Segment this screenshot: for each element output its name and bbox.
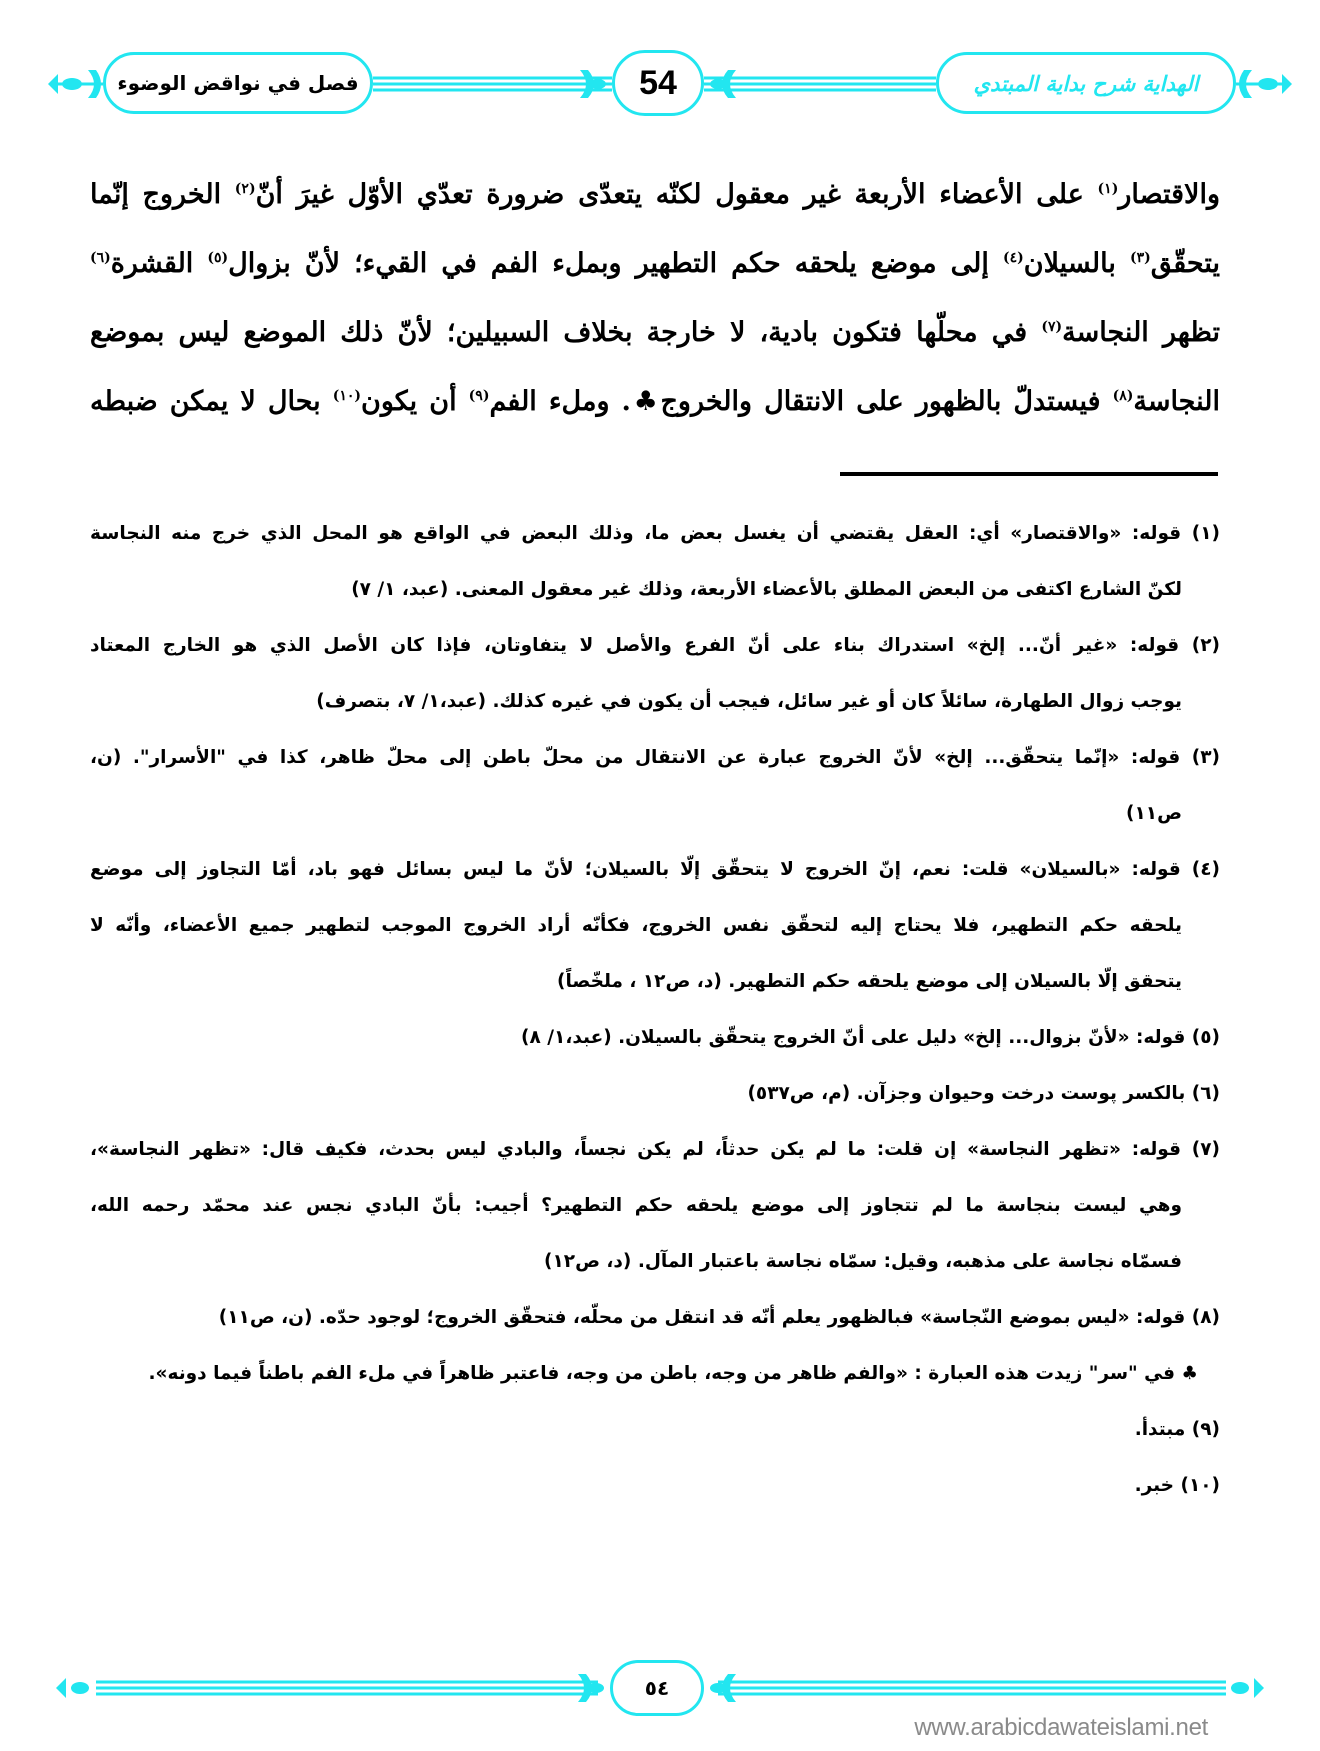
- footer-page-number-cartouche: [610, 1660, 704, 1716]
- footnote-text: يلحقه حكم التطهير، فلا يحتاج إليه لتحقّق نفس الخروج، فكأنّه أراد الخروج الموجب لتطهير جميع الأعضاء، وأنّه لا: [90, 915, 1182, 936]
- footnote-line: [90, 1402, 1220, 1458]
- main-text-segment: إلى موضع يلحقه حكم التطهير وبملء الفم في القيء؛ لأنّ بزوال: [228, 248, 1003, 279]
- footnote-text: يتحقق إلّا بالسيلان إلى موضع يلحقه حكم التطهير. (د، ص١٢ ، ملخّصاً): [556, 971, 1182, 992]
- footnote-line: [90, 1178, 1220, 1234]
- footnote-text: استدراك بناء على أنّ الفرع والأصل لا يتفاوتان، فإذا كان الأصل الذي هو الخارج المعتاد: [90, 635, 955, 656]
- footnote-line: [90, 674, 1220, 730]
- main-text-segment: فيستدلّ بالظهور على الانتقال والخروج♣. وملء الفم: [489, 386, 1113, 417]
- footer-page-number: ٥٤: [644, 1676, 670, 1700]
- footnote-line: [90, 618, 1220, 674]
- footnote-reference[interactable]: (٦): [90, 250, 111, 266]
- main-text-segment: النجاسة: [1133, 386, 1220, 417]
- footnote-number: (٤): [1191, 859, 1220, 880]
- main-text: [90, 160, 1220, 436]
- footnote-reference[interactable]: (١٠): [332, 388, 361, 404]
- footnote-reference[interactable]: (٧): [1041, 319, 1063, 335]
- footnote-line: [90, 898, 1220, 954]
- page-number: 54: [639, 63, 677, 102]
- page-number-cartouche: [612, 50, 704, 116]
- footnote-text: قلت: نعم، إنّ الخروج لا يتحقّق إلّا بالسيلان؛ لأنّ ما ليس بسائل فهو باد، أمّا التجاوز إلى موضع: [90, 859, 1009, 880]
- footnote-reference[interactable]: (٥): [207, 250, 229, 266]
- footnote-keyword: قوله: «غير أنّ... إلخ»: [966, 635, 1180, 656]
- book-title-cartouche: [936, 52, 1236, 114]
- main-text-segment: بحال لا يمكن ضبطه: [90, 386, 333, 417]
- chapter-title: فصل في نواقض الوضوء: [117, 71, 359, 95]
- footnote-keyword: قوله: «بالسيلان»: [1019, 859, 1181, 880]
- footnote-line: [90, 562, 1220, 618]
- footnote-text: في "سر" زيدت هذه العبارة : «والفم ظاهر من وجه، باطن من وجه، فاعتبر ظاهراً في ملء الفم باطناً فيما دونه».: [148, 1363, 1175, 1384]
- footnote-line: [90, 730, 1220, 786]
- footnote-reference[interactable]: (١): [1097, 181, 1119, 197]
- page-header: [0, 0, 1320, 140]
- footnote-text: فبالظهور يعلم أنّه قد انتقل من محلّه، فتحقّق الخروج؛ لوجود حدّه. (ن، ص١١): [218, 1307, 914, 1328]
- footnote-text: أي: العقل يقتضي أن يغسل بعض ما، وذلك البعض في الواقع هو المحل الذي خرج منه النجاسة: [90, 523, 1000, 544]
- main-text-segment: والاقتصار: [1118, 179, 1220, 210]
- footnotes: [90, 506, 1220, 1514]
- main-text-segment: القشرة: [110, 248, 208, 279]
- footnote-line: [90, 842, 1220, 898]
- footnote-keyword: قوله: «تظهر النجاسة»: [967, 1139, 1181, 1160]
- main-text-line: [90, 160, 1220, 229]
- footnote-text: فسمّاه نجاسة على مذهبه، وقيل: سمّاه نجاسة باعتبار المآل. (د، ص١٢): [544, 1251, 1182, 1272]
- main-text-segment: أن يكون: [361, 386, 469, 417]
- footnote-separator: [840, 472, 1218, 476]
- footnote-number: (١): [1191, 523, 1220, 544]
- footnote-number: (٢): [1191, 635, 1220, 656]
- main-text-line: [90, 367, 1220, 436]
- main-text-segment: تظهر النجاسة: [1062, 317, 1220, 348]
- footnote-text: وهي ليست بنجاسة ما لم تتجاوز إلى موضع يلحقه حكم التطهير؟ أجيب: بأنّ البادي نجس عند محمّد رحمه الله،: [90, 1195, 1182, 1216]
- footnote-line: [90, 1346, 1220, 1402]
- website-link[interactable]: www.arabicdawateislami.net: [914, 1714, 1208, 1741]
- footnote-reference[interactable]: (٤): [1002, 250, 1024, 266]
- footnote-line: [90, 1234, 1220, 1290]
- footnote-keyword: قوله: «إنّما يتحقّق... إلخ»: [934, 747, 1181, 768]
- footnote-line: [90, 1010, 1220, 1066]
- footnote-number: (٣): [1191, 747, 1220, 768]
- footnote-text: خبر.: [1134, 1475, 1175, 1496]
- footnote-reference[interactable]: (٣): [1129, 250, 1151, 266]
- footnote-reference[interactable]: (٩): [468, 388, 490, 404]
- chapter-title-cartouche: [103, 52, 373, 114]
- footnote-line: [90, 1290, 1220, 1346]
- footnote-text: لكنّ الشارع اكتفى من البعض المطلق بالأعضاء الأربعة، وذلك غير معقول المعنى. (عبد، ١/ ٧): [351, 579, 1182, 600]
- footnote-text: ص١١): [1126, 803, 1182, 824]
- footnote-keyword: قوله: «ليس بموضع النّجاسة»: [920, 1307, 1186, 1328]
- footnote-number: (٩): [1191, 1419, 1220, 1440]
- main-text-line: [90, 298, 1220, 367]
- footnote-number: (٦): [1191, 1083, 1220, 1104]
- main-text-segment: بالسيلان: [1023, 248, 1130, 279]
- footnote-line: [90, 786, 1220, 842]
- footnote-text: بالكسر پوست درخت وحيوان وجزآن. (م، ص٥٣٧): [747, 1083, 1186, 1104]
- footnote-text: يوجب زوال الطهارة، سائلاً كان أو غير سائل، فيجب أن يكون في غيره كذلك. (عبد،١/ ٧، بتصرف): [316, 691, 1182, 712]
- footnote-line: [90, 1458, 1220, 1514]
- footnote-number: (٨): [1191, 1307, 1220, 1328]
- footnote-line: [90, 1122, 1220, 1178]
- footnote-number: (٧): [1191, 1139, 1220, 1160]
- footnote-keyword: قوله: «لأنّ بزوال... إلخ»: [963, 1027, 1186, 1048]
- footnote-text: دليل على أنّ الخروج يتحقّق بالسيلان. (عبد،١/ ٨): [521, 1027, 957, 1048]
- main-text-line: [90, 229, 1220, 298]
- footnote-line: [90, 954, 1220, 1010]
- footnote-reference[interactable]: (٢): [234, 181, 256, 197]
- footnote-text: لأنّ الخروج عبارة عن الانتقال من محلّ باطن إلى محلّ ظاهر، كذا في "الأسرار". (ن،: [90, 747, 923, 768]
- footnote-reference[interactable]: (٨): [1112, 388, 1134, 404]
- footnote-line: [90, 506, 1220, 562]
- main-text-segment: يتحقّق: [1150, 248, 1220, 279]
- footnote-line: [90, 1066, 1220, 1122]
- footnote-number: (٥): [1191, 1027, 1220, 1048]
- main-text-segment: في محلّها فتكون بادية، لا خارجة بخلاف السبيلين؛ لأنّ ذلك الموضع ليس بموضع: [90, 317, 1042, 348]
- footnote-keyword: قوله: «والاقتصار»: [1010, 523, 1182, 544]
- footnote-text: مبتدأ.: [1134, 1419, 1186, 1440]
- main-text-segment: الخروج إنّما: [90, 179, 235, 210]
- footnote-text: إن قلت: ما لم يكن حدثاً، لم يكن نجساً، والبادي ليس بحدث، فكيف قال: «تظهر النجاسة»،: [90, 1139, 957, 1160]
- main-text-segment: على الأعضاء الأربعة غير معقول لكنّه يتعدّى ضرورة تعدّي الأوّل غيرَ أنّ: [255, 179, 1098, 210]
- footnote-number: (١٠): [1180, 1475, 1220, 1496]
- page-footer: [0, 1640, 1320, 1751]
- book-title: الهداية شرح بداية المبتدي: [973, 70, 1199, 96]
- club-marker-icon: ♣: [1181, 1363, 1198, 1384]
